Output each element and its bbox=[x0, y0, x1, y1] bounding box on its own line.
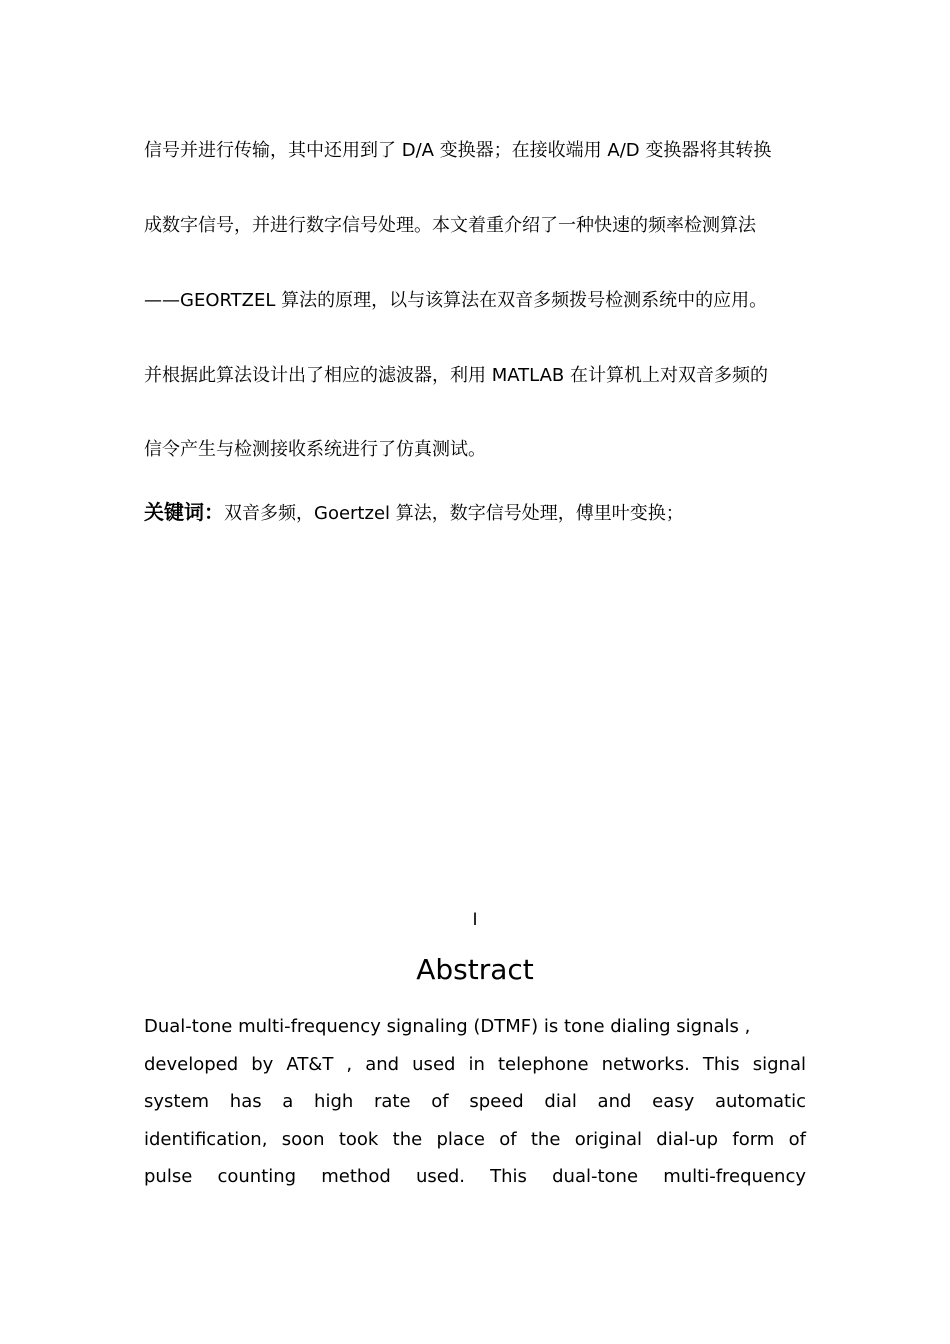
chinese-abstract-line-4: 并根据此算法设计出了相应的滤波器，利用 MATLAB 在计算机上对双音多频的 bbox=[144, 365, 768, 386]
abstract-line-3: system has a high rate of speed dial and easy automatic bbox=[144, 1091, 806, 1112]
keywords-text: 双音多频，Goertzel 算法，数字信号处理，傅里叶变换； bbox=[224, 503, 684, 524]
abstract-line-4: identification, soon took the place of the original dial-up form of bbox=[144, 1128, 806, 1150]
chinese-abstract-line-2: 成数字信号，并进行数字信号处理。本文着重介绍了一种快速的频率检测算法 bbox=[144, 215, 756, 236]
chinese-abstract-line-1: 信号并进行传输，其中还用到了 D/A 变换器；在接收端用 A/D 变换器将其转换 bbox=[144, 140, 772, 161]
abstract-title: Abstract bbox=[416, 953, 534, 986]
page-number: I bbox=[472, 910, 478, 930]
abstract-body bbox=[144, 1008, 806, 1196]
keywords-label: 关键词： bbox=[144, 500, 224, 524]
chinese-abstract-line-3: ——GEORTZEL 算法的原理，以与该算法在双音多频拨号检测系统中的应用。 bbox=[144, 290, 768, 311]
keywords bbox=[144, 499, 684, 527]
abstract-line-2: developed by AT&T , and used in telephone networks. This signal bbox=[144, 1053, 806, 1075]
abstract-line-1: Dual-tone multi-frequency signaling (DTMF) is tone dialing signals , bbox=[144, 1016, 751, 1037]
chinese-abstract-line-5: 信令产生与检测接收系统进行了仿真测试。 bbox=[144, 439, 486, 460]
abstract-line-5: pulse counting method used. This dual-tone multi-frequency bbox=[144, 1166, 806, 1187]
